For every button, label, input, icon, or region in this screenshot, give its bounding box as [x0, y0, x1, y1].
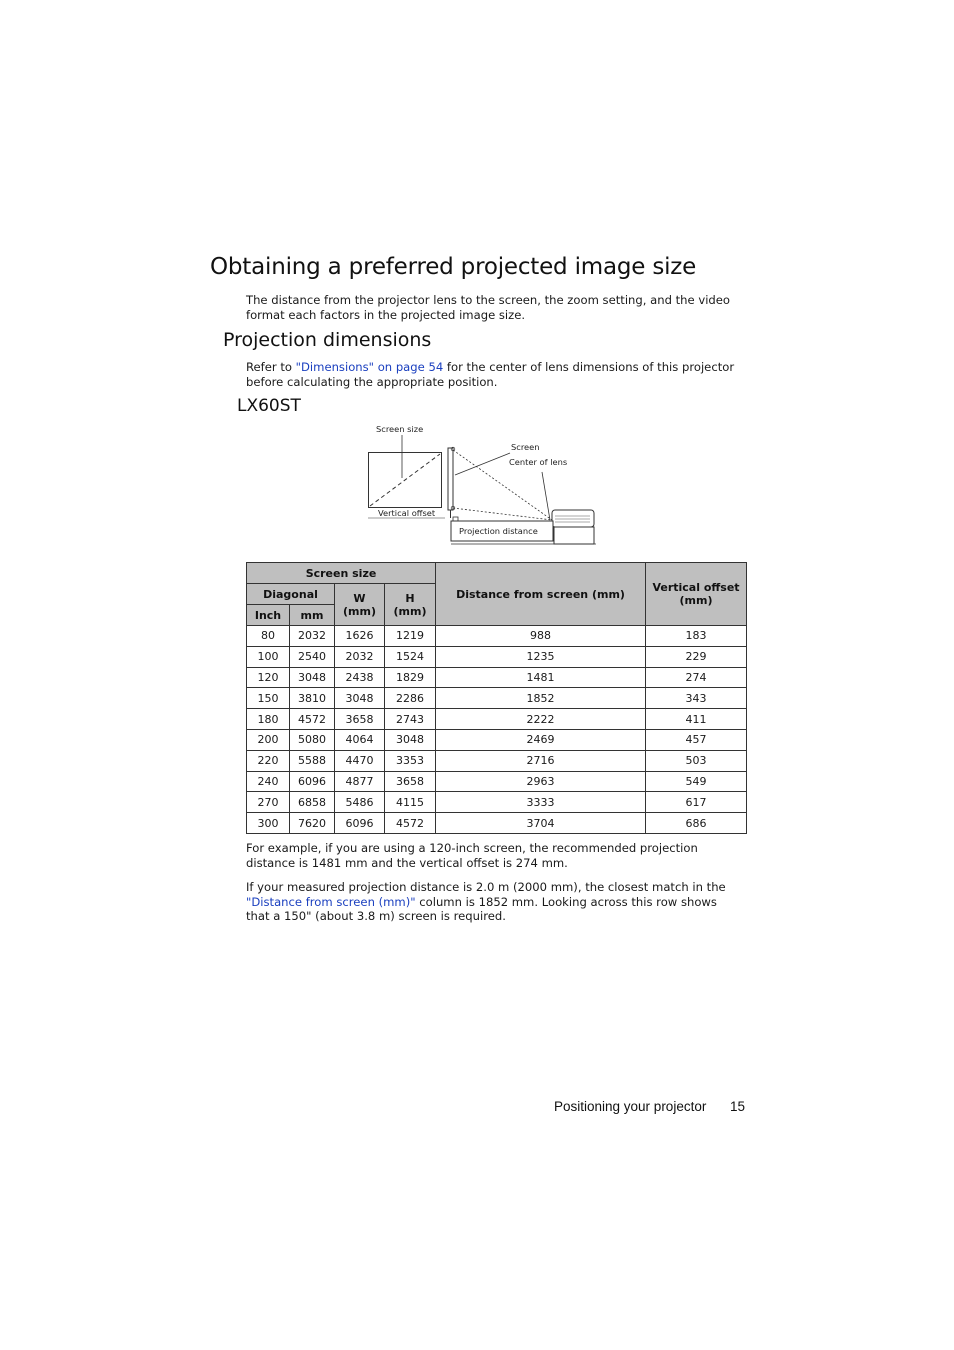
inch-cell: 120 — [247, 667, 290, 688]
inch-cell: 100 — [247, 646, 290, 667]
projector-table — [554, 527, 594, 544]
distance-cell: 1481 — [436, 667, 646, 688]
distance-cell: 1852 — [436, 688, 646, 709]
width-cell: 4877 — [335, 771, 385, 792]
distance-column-link[interactable]: "Distance from screen (mm)" — [246, 894, 416, 909]
footer-page-number: 15 — [730, 1099, 746, 1114]
lower-ray — [453, 508, 552, 520]
page-title: Obtaining a preferred projected image size — [210, 254, 697, 280]
height-header-label: H — [405, 591, 415, 605]
width-cell: 2438 — [335, 667, 385, 688]
height-cell: 3353 — [385, 750, 436, 771]
offset-cell: 549 — [646, 771, 747, 792]
inch-cell: 80 — [247, 626, 290, 647]
offset-cell: 229 — [646, 646, 747, 667]
height-cell: 1219 — [385, 626, 436, 647]
distance-cell: 2963 — [436, 771, 646, 792]
width-cell: 5486 — [335, 792, 385, 813]
dimensions-link[interactable]: "Dimensions" on page 54 — [295, 360, 444, 374]
inch-cell: 200 — [247, 729, 290, 750]
table-row — [247, 646, 747, 667]
width-cell: 1626 — [335, 626, 385, 647]
example2-prefix: If your measured projection distance is 2.0 m (2000 mm), the closest match in the — [246, 880, 726, 894]
projection-table — [246, 562, 747, 834]
distance-cell: 988 — [436, 626, 646, 647]
height-cell: 2743 — [385, 709, 436, 730]
inch-cell: 240 — [247, 771, 290, 792]
offset-cell: 686 — [646, 813, 747, 834]
mm-cell: 5080 — [290, 729, 335, 750]
inch-cell: 180 — [247, 709, 290, 730]
height-header — [385, 584, 436, 626]
inch-header: Inch — [247, 605, 290, 626]
table-row — [247, 688, 747, 709]
mm-cell: 2540 — [290, 646, 335, 667]
inch-cell: 220 — [247, 750, 290, 771]
intro-paragraph: The distance from the projector lens to the screen, the zoom setting, and the video format each factors in the projected image size. — [246, 293, 730, 322]
lens-leader — [542, 472, 550, 520]
example2-suffix: column is 1852 mm. Looking across this row shows that a 150" (about 3.8 m) screen is required. — [246, 894, 717, 924]
mm-cell: 6858 — [290, 792, 335, 813]
example-paragraph-2 — [246, 880, 741, 924]
offset-cell: 343 — [646, 688, 747, 709]
vertical-offset-label: Vertical offset — [378, 508, 436, 518]
section-title: Projection dimensions — [223, 329, 432, 351]
width-cell: 3658 — [335, 709, 385, 730]
screen-panel — [448, 448, 453, 510]
mm-cell: 5588 — [290, 750, 335, 771]
table-row — [247, 626, 747, 647]
inch-cell: 270 — [247, 792, 290, 813]
screen-diagonal-line — [370, 454, 440, 506]
mm-cell: 7620 — [290, 813, 335, 834]
height-header-unit: (mm) — [393, 604, 427, 618]
table-row — [247, 729, 747, 750]
width-cell: 4470 — [335, 750, 385, 771]
model-heading: LX60ST — [237, 396, 301, 416]
height-cell: 4572 — [385, 813, 436, 834]
inch-cell: 150 — [247, 688, 290, 709]
height-cell: 2286 — [385, 688, 436, 709]
screen-leader — [455, 453, 510, 475]
offset-cell: 411 — [646, 709, 747, 730]
inch-cell: 300 — [247, 813, 290, 834]
table-row — [247, 709, 747, 730]
offset-cell: 274 — [646, 667, 747, 688]
height-cell: 1829 — [385, 667, 436, 688]
projection-distance-label: Projection distance — [459, 526, 538, 536]
screen-size-label: Screen size — [376, 424, 424, 434]
height-cell: 4115 — [385, 792, 436, 813]
mm-header: mm — [290, 605, 335, 626]
vertical-offset-header: Vertical offset (mm) — [646, 563, 747, 626]
width-cell: 3048 — [335, 688, 385, 709]
width-cell: 4064 — [335, 729, 385, 750]
distance-cell: 3704 — [436, 813, 646, 834]
width-header — [335, 584, 385, 626]
distance-header: Distance from screen (mm) — [436, 563, 646, 626]
footer-section: Positioning your projector — [554, 1099, 707, 1114]
center-of-lens-label: Center of lens — [509, 457, 568, 467]
width-cell: 2032 — [335, 646, 385, 667]
width-header-unit: (mm) — [343, 604, 376, 618]
table-row — [247, 813, 747, 834]
screen-size-header: Screen size — [247, 563, 436, 584]
projection-diagram — [340, 420, 610, 550]
table-row — [247, 792, 747, 813]
mm-cell: 3048 — [290, 667, 335, 688]
refer-prefix: Refer to — [246, 360, 296, 374]
distance-cell: 3333 — [436, 792, 646, 813]
table-row — [247, 771, 747, 792]
table-row — [247, 750, 747, 771]
mm-cell: 3810 — [290, 688, 335, 709]
height-cell: 3658 — [385, 771, 436, 792]
distance-cell: 1235 — [436, 646, 646, 667]
height-cell: 3048 — [385, 729, 436, 750]
height-cell: 1524 — [385, 646, 436, 667]
offset-cell: 617 — [646, 792, 747, 813]
screen-label: Screen — [511, 442, 540, 452]
mm-cell: 4572 — [290, 709, 335, 730]
diagonal-header: Diagonal — [247, 584, 335, 605]
mm-cell: 6096 — [290, 771, 335, 792]
refer-paragraph — [246, 360, 746, 389]
distance-cell: 2469 — [436, 729, 646, 750]
width-cell: 6096 — [335, 813, 385, 834]
example-paragraph-1: For example, if you are using a 120-inch screen, the recommended projection distance is 1481 mm and the vertical offset is 274 mm. — [246, 841, 698, 870]
width-header-label: W — [353, 591, 366, 605]
table-row — [247, 667, 747, 688]
projector-body — [552, 510, 594, 527]
mm-cell: 2032 — [290, 626, 335, 647]
distance-cell: 2716 — [436, 750, 646, 771]
refer-suffix: for the center of lens dimensions of this projector before calculating the appropriate position. — [246, 360, 735, 389]
offset-cell: 183 — [646, 626, 747, 647]
distance-cell: 2222 — [436, 709, 646, 730]
offset-cell: 457 — [646, 729, 747, 750]
offset-cell: 503 — [646, 750, 747, 771]
